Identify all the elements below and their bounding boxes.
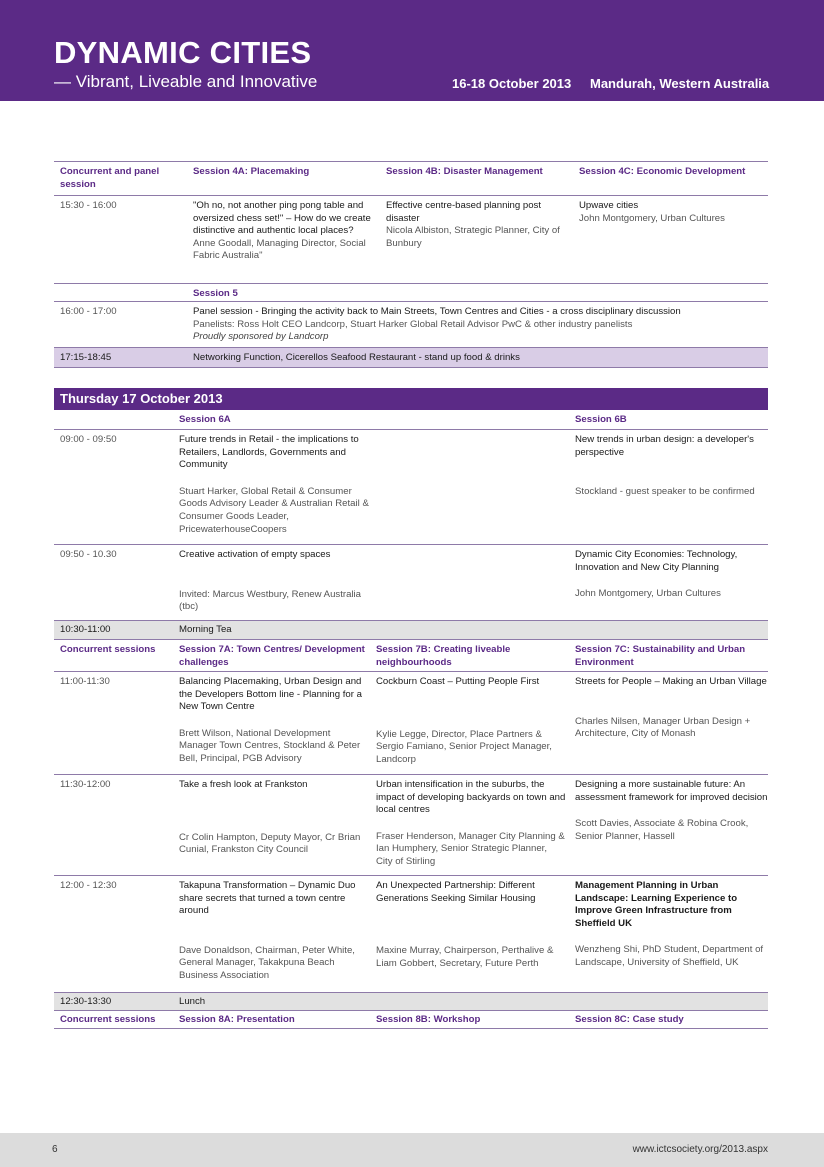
column-header-session-7a: Session 7A: Town Centres/ Development challenges (179, 644, 365, 668)
talk-title: An Unexpected Partnership: Different Generations Seeking Similar Housing (376, 880, 536, 904)
time-slot: 10:30-11:00 (60, 624, 111, 635)
panel-title: Panel session - Bringing the activity back to Main Streets, Town Centres and Cities - a cross disciplinary discussion (193, 306, 681, 317)
talk-title: Dynamic City Economies: Technology, Innovation and New City Planning (575, 549, 738, 573)
session-cell (579, 200, 769, 225)
talk-title: New trends in urban design: a developer's perspective (575, 434, 754, 458)
speaker-info: Stockland - guest speaker to be confirmed (575, 486, 755, 498)
column-header-session-type: Concurrent and panel session (60, 166, 160, 190)
table-row (54, 301, 768, 347)
column-header-session-type: Concurrent sessions (60, 644, 156, 655)
table-header-row (54, 1010, 768, 1029)
session-5-label: Session 5 (193, 288, 238, 299)
panelists-info: Panelists: Ross Holt CEO Landcorp, Stuart Harker Global Retail Advisor PwC & other industry panelists (193, 318, 633, 330)
table-row (54, 195, 768, 283)
column-header-session-8a: Session 8A: Presentation (179, 1014, 295, 1025)
event-title: Networking Function, Cicerellos Seafood Restaurant - stand up food & drinks (193, 352, 520, 363)
networking-row (54, 347, 768, 368)
table-row (54, 774, 768, 875)
speaker-info: Brett Wilson, National Development Manager Town Centres, Stockland & Peter Bell, Principal, PGB Advisory (179, 727, 361, 764)
column-header-session-4c: Session 4C: Economic Development (579, 166, 746, 177)
session-cell (179, 434, 369, 536)
session-cell (575, 434, 768, 499)
footer-url[interactable]: www.ictcsociety.org/2013.aspx (632, 1144, 768, 1155)
speaker-info: Stuart Harker, Global Retail & Consumer Goods Advisory Leader & Australian Retail & Consumer Goods Leader, PricewaterhouseCoopers (179, 485, 369, 535)
table-row (54, 429, 768, 544)
break-row (54, 992, 768, 1010)
speaker-info: Kylie Legge, Director, Place Partners & Sergio Famiano, Senior Project Manager, Landcorp (376, 728, 552, 765)
session-cell (179, 779, 369, 857)
session-cell (376, 779, 566, 869)
session-label-row (54, 283, 768, 301)
speaker-info: Maxine Murray, Chairperson, Perthalive & Liam Gobbert, Secretary, Future Perth (376, 945, 554, 969)
table-row (54, 875, 768, 992)
talk-title: Creative activation of empty spaces (179, 549, 331, 560)
session-cell (193, 200, 378, 263)
talk-title: Future trends in Retail - the implications to Retailers, Landlords, Governments and Community (179, 434, 359, 471)
time-slot: 12:00 - 12:30 (60, 880, 117, 891)
time-slot: 09:00 - 09:50 (60, 434, 117, 445)
session-6b-label: Session 6B (575, 414, 627, 425)
time-slot: 17:15-18:45 (60, 352, 112, 363)
session-cell (193, 306, 768, 344)
column-header-session-8c: Session 8C: Case study (575, 1014, 684, 1025)
table-header-row (54, 639, 768, 671)
page-number: 6 (52, 1144, 58, 1155)
column-header-session-type: Concurrent sessions (60, 1014, 156, 1025)
speaker-info: Dave Donaldson, Chairman, Peter White, General Manager, Takakpuna Beach Business Association (179, 944, 355, 981)
session-cell (575, 880, 768, 970)
session-cell (386, 200, 571, 250)
speaker-info: Anne Goodall, Managing Director, Social Fabric Australia" (193, 237, 366, 262)
speaker-info: Cr Colin Hampton, Deputy Mayor, Cr Brian Cunial, Frankston City Council (179, 831, 361, 856)
talk-title: Designing a more sustainable future: An assessment framework for improved decision (575, 779, 768, 803)
speaker-info: Fraser Henderson, Manager City Planning & Ian Humphery, Senior Strategic Planner, City of Stirling (376, 830, 565, 867)
table-row (54, 671, 768, 774)
talk-title: Takapuna Transformation – Dynamic Duo share secrets that turned a town centre around (179, 880, 356, 917)
speaker-info: Nicola Albiston, Strategic Planner, City of Bunbury (386, 225, 560, 249)
time-slot: 15:30 - 16:00 (60, 200, 117, 211)
session-cell (179, 676, 369, 766)
talk-title: Balancing Placemaking, Urban Design and the Developers Bottom line - Planning for a New Town Centre (179, 676, 362, 713)
time-slot: 11:00-11:30 (60, 676, 110, 687)
session-cell (179, 549, 369, 614)
speaker-info: Wenzheng Shi, PhD Student, Department of Landscape, University of Sheffield, UK (575, 944, 764, 968)
conference-location: Mandurah, Western Australia (590, 76, 770, 91)
program-content (54, 161, 768, 1029)
column-header-session-7c: Session 7C: Sustainability and Urban Environment (575, 644, 746, 668)
talk-title: Management Planning in Urban Landscape: Learning Experience to Improve Green Infrastructure from Sheffield UK (575, 880, 738, 929)
time-slot: 16:00 - 17:00 (60, 306, 117, 317)
talk-title: Upwave cities (579, 200, 639, 211)
day-heading: Thursday 17 October 2013 (54, 388, 768, 410)
conference-title: DYNAMIC CITIES (54, 35, 312, 70)
time-slot: 09:50 - 10.30 (60, 549, 117, 560)
time-slot: 11:30-12:00 (60, 779, 111, 790)
speaker-info: John Montgomery, Urban Cultures (579, 212, 725, 224)
column-header-session-4b: Session 4B: Disaster Management (386, 166, 543, 177)
page-footer (0, 1133, 824, 1167)
talk-title: Effective centre-based planning post disaster (386, 200, 542, 224)
page-header (0, 0, 824, 101)
conference-subtitle: — Vibrant, Liveable and Innovative (54, 72, 318, 91)
talk-title: Cockburn Coast – Putting People First (376, 676, 540, 687)
speaker-info: Invited: Marcus Westbury, Renew Australia (tbc) (179, 588, 361, 613)
session-cell (575, 676, 768, 741)
speaker-info: John Montgomery, Urban Cultures (575, 588, 721, 600)
break-row (54, 620, 768, 639)
session-cell (575, 779, 768, 843)
table-row (54, 544, 768, 620)
column-header-session-4a: Session 4A: Placemaking (193, 166, 310, 177)
session-6a-label: Session 6A (179, 414, 231, 425)
table-header-row (54, 161, 768, 195)
talk-title: Streets for People – Making an Urban Village (575, 676, 767, 687)
session-cell (376, 676, 566, 766)
sponsor-note: Proudly sponsored by Landcorp (193, 331, 329, 343)
break-label: Morning Tea (179, 624, 232, 635)
session-cell (575, 549, 768, 601)
talk-title: Urban intensification in the suburbs, the impact of developing backyards on town and local centres (376, 779, 566, 816)
talk-title: "Oh no, not another ping pong table and oversized chess set!" – How do we create distinctive and authentic local places? (193, 200, 371, 237)
time-slot: 12:30-13:30 (60, 996, 112, 1007)
session-cell (179, 880, 369, 983)
talk-title: Take a fresh look at Frankston (179, 779, 308, 790)
conference-dates: 16-18 October 2013 (452, 76, 572, 91)
speaker-info: Scott Davies, Associate & Robina Crook, Senior Planner, Hassell (575, 818, 749, 842)
column-header-session-7b: Session 7B: Creating liveable neighbourhoods (376, 644, 511, 668)
session-cell (376, 880, 566, 970)
break-label: Lunch (179, 996, 206, 1007)
speaker-info: Charles Nilsen, Manager Urban Design + Architecture, City of Monash (575, 715, 751, 740)
column-header-session-8b: Session 8B: Workshop (376, 1014, 481, 1025)
session-label-row (54, 410, 768, 429)
